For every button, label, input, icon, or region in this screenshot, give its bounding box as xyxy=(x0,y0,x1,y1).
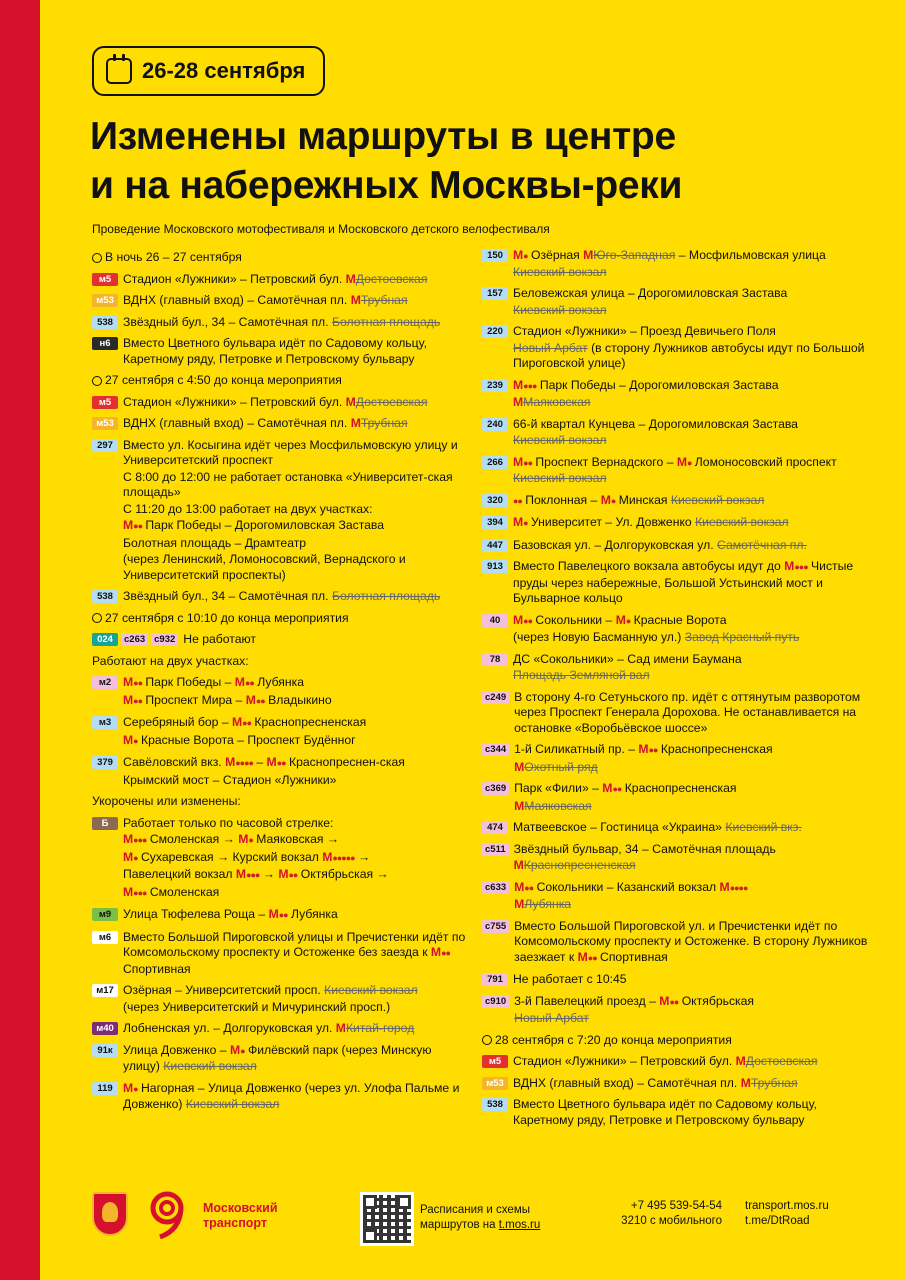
route-badge: 538 xyxy=(92,590,118,603)
metro-icon: М xyxy=(268,907,279,921)
metro-icon: М xyxy=(513,612,524,627)
tmos-link[interactable]: t.mos.ru xyxy=(498,1219,541,1231)
route-row: 538 Вместо Цветного бульвара идёт по Садовому кольцу, Каретному ряду, Петровке и Петровскому бульвару xyxy=(482,1097,877,1128)
metro-icon: М xyxy=(513,248,524,262)
website-link[interactable]: transport.mos.ru xyxy=(745,1200,829,1212)
red-side-bar xyxy=(0,0,40,1280)
metro-icon: М xyxy=(676,454,687,469)
route-badge: с263 xyxy=(121,633,148,646)
route-badge: 913 xyxy=(482,560,508,573)
metro-icon: М xyxy=(322,849,333,864)
route-badge: Б xyxy=(92,817,118,830)
metro-icon: М xyxy=(345,394,356,409)
page-title: Изменены маршруты в центре и на набережных Москвы-реки xyxy=(90,115,683,207)
metro-icon: М xyxy=(719,879,730,894)
right-column xyxy=(482,248,877,1134)
metro-icon: М xyxy=(430,945,442,959)
route-row: с755 Вместо Большой Пироговской ул. и Пречистенки идёт по Комсомольскому проспекту и Остоженке. В сторону Лужников заезжает к М●● Спортивная xyxy=(482,919,877,967)
route-badge: м17 xyxy=(92,984,118,997)
route-badge: 240 xyxy=(482,418,508,431)
route-badge: 239 xyxy=(482,379,508,392)
route-badge: с369 xyxy=(482,782,509,795)
section-header: Укорочены или изменены: xyxy=(92,794,241,808)
metro-icon: М xyxy=(278,867,289,881)
metro-icon: М xyxy=(513,377,524,392)
metro-icon: М xyxy=(123,675,134,689)
metro-icon: М xyxy=(123,1080,134,1095)
metro-icon: М xyxy=(234,675,245,689)
route-row: с369 Парк «Фили» – М●● Краснопресненская ММаяковская xyxy=(482,781,877,814)
route-row: 791 Не работает с 10:45 xyxy=(482,972,877,988)
route-badge: с511 xyxy=(482,843,509,856)
route-row: с633 М●● Сокольники – Казанский вокзал М●●●● МЛубянка xyxy=(482,880,877,913)
metro-icon: М xyxy=(514,759,525,774)
metro-icon: М xyxy=(123,832,134,846)
section-header: 27 сентября с 4:50 до конца мероприятия xyxy=(92,373,467,389)
route-row: н6 Вместо Цветного бульвара идёт по Садовому кольцу, Каретному ряду, Петровке и Петровскому бульвару xyxy=(92,336,467,367)
route-badge: м53 xyxy=(92,417,118,430)
route-badge: 266 xyxy=(482,456,508,469)
route-row: м6 Вместо Большой Пироговской улицы и Пречистенки идёт по Комсомольскому проспекту и Остоженке без заезда к М●● Спортивная xyxy=(92,930,467,978)
metro-icon: М xyxy=(238,832,249,846)
route-row: 474 Матвеевское – Гостиница «Украина» Киевский вкз. xyxy=(482,820,877,836)
route-row: 240 66-й квартал Кунцева – Дорогомиловская Застава Киевский вокзал xyxy=(482,417,877,449)
metro-icon: М xyxy=(123,732,134,747)
route-row: 320 ●● Поклонная – М● Минская Киевский вокзал xyxy=(482,493,877,510)
metro-icon: М xyxy=(245,692,256,707)
route-row: 119 М● Нагорная – Улица Довженко (через ул. Улофа Пальме и Довженко) Киевский вокзал xyxy=(92,1081,467,1113)
route-row: с344 1-й Силикатный пр. – М●● Краснопресненская МОхотный ряд xyxy=(482,742,877,775)
route-row: м17 Озёрная – Университетский просп. Киевский вокзал (через Университетский и Мичуринский просп.) xyxy=(92,983,467,1015)
metro-icon: М xyxy=(235,867,247,881)
route-badge: 024 xyxy=(92,633,118,646)
route-badge: 91к xyxy=(92,1044,118,1057)
metro-icon: М xyxy=(735,1054,746,1068)
metro-icon: М xyxy=(350,416,361,430)
metro-icon: М xyxy=(123,884,134,899)
route-row: м53 ВДНХ (главный вход) – Самотёчная пл. МТрубная xyxy=(482,1076,877,1092)
route-row: 379 Савёловский вкз. М●●●● – М●● Краснопреснен-ская Крымский мост – Стадион «Лужники» xyxy=(92,755,467,788)
route-row: с249 В сторону 4-го Сетуньского пр. идёт с оттянутым разворотом через Проспект Генерала Дорохова. Не останавливается на остановке «Воробьёвское шоссе» xyxy=(482,690,877,737)
route-row: с910 3-й Павелецкий проезд – М●● Октябрьская Новый Арбат xyxy=(482,994,877,1027)
route-badge: м9 xyxy=(92,908,118,921)
route-row: 913 Вместо Павелецкого вокзала автобусы идут до М●●● Чистые пруды через набережные, Большой Устьинский мост и Бульварное кольцо xyxy=(482,559,877,607)
route-badge: м2 xyxy=(92,676,118,689)
route-badge: 447 xyxy=(482,539,508,552)
route-badge: 320 xyxy=(482,494,508,507)
qr-code xyxy=(360,1192,414,1246)
clock-icon xyxy=(92,613,102,623)
section-header: 28 сентября с 7:20 до конца мероприятия xyxy=(482,1033,877,1049)
date-badge xyxy=(92,46,325,96)
route-row: 538 Звёздный бул., 34 – Самотёчная пл. Болотная площадь xyxy=(92,589,467,605)
metro-icon: М xyxy=(123,518,134,532)
route-badge: 220 xyxy=(482,325,508,338)
route-badge: м6 xyxy=(92,931,118,944)
route-row: м53 ВДНХ (главный вход) – Самотёчная пл. МТрубная xyxy=(92,416,467,432)
route-badge: с344 xyxy=(482,743,509,756)
route-badge: 538 xyxy=(482,1098,508,1111)
calendar-icon xyxy=(106,58,132,84)
section-header: 27 сентября с 10:10 до конца мероприятия xyxy=(92,611,467,627)
metro-icon: М xyxy=(266,755,277,769)
footer xyxy=(90,1188,880,1248)
metro-icon: М xyxy=(583,248,594,262)
metro-icon: М xyxy=(513,515,524,529)
route-badge: 474 xyxy=(482,821,508,834)
route-badge: с249 xyxy=(482,691,509,704)
route-row: 78 ДС «Сокольники» – Сад имени Баумана Площадь Земляной вал xyxy=(482,652,877,684)
clock-icon xyxy=(92,253,102,263)
route-badge: с755 xyxy=(482,920,509,933)
metro-icon: М xyxy=(740,1075,751,1090)
route-row: 150 М● Озёрная МЮго-Западная – Мосфильмовская улица Киевский вокзал xyxy=(482,248,877,280)
route-row: 266 М●● Проспект Вернадского – М● Ломоносовский проспект Киевский вокзал xyxy=(482,455,877,487)
left-column xyxy=(92,248,467,1119)
route-row: 40 М●● Сокольники – М● Красные Ворота (через Новую Басманную ул.) Завод Красный путь xyxy=(482,613,877,646)
route-badge: с932 xyxy=(151,633,178,646)
route-badge: 119 xyxy=(92,1082,118,1095)
date-label: 26-28 сентября xyxy=(142,58,306,83)
metro-icon: М xyxy=(514,798,525,813)
metro-icon: М xyxy=(600,492,611,507)
route-row: 91к Улица Довженко – М● Филёвский парк (через Минскую улицу) Киевский вокзал xyxy=(92,1043,467,1075)
route-badge: м5 xyxy=(92,273,118,286)
route-badge: с633 xyxy=(482,881,509,894)
route-row: м40 Лобненская ул. – Долгоруковская ул. МКитай-город xyxy=(92,1021,467,1037)
route-badge: с910 xyxy=(482,995,509,1008)
metro-icon: М xyxy=(659,993,670,1008)
route-badge: 297 xyxy=(92,439,118,452)
route-badge: м40 xyxy=(92,1022,118,1035)
route-row: 538 Звёздный бул., 34 – Самотёчная пл. Болотная площадь xyxy=(92,315,467,331)
route-row: 447 Базовская ул. – Долгоруковская ул. Самотёчная пл. xyxy=(482,538,877,554)
metro-icon: М xyxy=(514,879,525,894)
route-badge: 40 xyxy=(482,614,508,627)
route-badge: 78 xyxy=(482,653,508,666)
route-badge: 150 xyxy=(482,249,508,262)
route-row: 394 М● Университет – Ул. Довженко Киевский вокзал xyxy=(482,515,877,532)
phone-info: +7 495 539-54-54 3210 с мобильного xyxy=(621,1200,722,1227)
metro-icon: М xyxy=(335,1021,346,1035)
clock-icon xyxy=(92,376,102,386)
metro-icon: М xyxy=(615,612,626,627)
metro-icon: М xyxy=(345,271,356,286)
metro-icon: М xyxy=(602,781,613,795)
route-badge: 394 xyxy=(482,516,508,529)
route-row: м5 Стадион «Лужники» – Петровский бул. МДостоевская xyxy=(92,272,467,288)
route-row: м3 Серебряный бор – М●● Краснопресненская М● Красные Ворота – Проспект Будённог xyxy=(92,715,467,749)
route-badge: м3 xyxy=(92,716,118,729)
telegram-link[interactable]: t.me/DtRoad xyxy=(745,1215,810,1227)
metro-icon: М xyxy=(784,559,795,573)
route-row: м5 Стадион «Лужники» – Петровский бул. МДостоевская xyxy=(92,395,467,411)
metro-icon: М xyxy=(123,692,134,707)
route-row: 024 с263 с932 Не работают xyxy=(92,632,467,648)
metro-icon: М xyxy=(638,742,649,756)
metro-icon: М xyxy=(513,395,524,409)
section-header: В ночь 26 – 27 сентября xyxy=(92,250,467,266)
route-badge: 379 xyxy=(92,756,118,769)
route-badge: м5 xyxy=(92,396,118,409)
section-header: Работают на двух участках: xyxy=(92,653,249,668)
page-subtitle: Проведение Московского мотофестиваля и Московского детского велофестиваля xyxy=(92,222,550,236)
metro-icon: М xyxy=(514,897,525,911)
route-row: 220 Стадион «Лужники» – Проезд Девичьего Поля Новый Арбат (в сторону Лужников автобусы идут по Большой Пироговской улице) xyxy=(482,324,877,372)
route-badge: м5 xyxy=(482,1055,508,1068)
route-badge: 157 xyxy=(482,287,508,300)
metro-icon: М xyxy=(229,1042,241,1057)
metro-icon: М xyxy=(350,293,361,307)
route-row: Б Работает только по часовой стрелке: М●●● Смоленская → М● Маяковская → М● Сухаревская → Курский вокзал М●●●●● → Павелецкий вокзал М●●● → М●● Октябрьская → М●●● Смоленская xyxy=(92,816,467,902)
route-row: м5 Стадион «Лужники» – Петровский бул. МДостоевская xyxy=(482,1054,877,1070)
route-row: м9 Улица Тюфелева Роща – М●● Лубянка xyxy=(92,907,467,924)
route-row: 239 М●●● Парк Победы – Дорогомиловская Застава ММаяковская xyxy=(482,378,877,411)
brand-name: Московский транспорт xyxy=(203,1201,278,1230)
metro-icon: М xyxy=(577,949,588,964)
metro-icon: М xyxy=(513,454,524,469)
route-badge: н6 xyxy=(92,337,118,350)
metro-icon: М xyxy=(225,755,236,769)
route-row: м53 ВДНХ (главный вход) – Самотёчная пл. МТрубная xyxy=(92,293,467,309)
metro-icon: М xyxy=(513,858,524,872)
route-row: с511 Звёздный бульвар, 34 – Самотёчная площадь МКраснопресненская xyxy=(482,842,877,874)
metro-icon: М xyxy=(232,715,243,729)
route-badge: м53 xyxy=(482,1077,508,1090)
metro-icon: М xyxy=(123,849,134,864)
clock-icon xyxy=(482,1035,492,1045)
route-row: 157 Беловежская улица – Дорогомиловская Застава Киевский вокзал xyxy=(482,286,877,318)
route-badge: 791 xyxy=(482,973,508,986)
route-badge: 538 xyxy=(92,316,118,329)
web-links xyxy=(745,1199,829,1229)
schedules-info: Расписания и схемы маршрутов на t.mos.ru xyxy=(420,1204,541,1231)
route-row: м2 М●● Парк Победы – М●● Лубянка М●● Проспект Мира – М●● Владыкино xyxy=(92,675,467,709)
route-badge: м53 xyxy=(92,294,118,307)
route-row: 297 Вместо ул. Косыгина идёт через Мосфильмовскую улицу и Университетский проспект С 8:00 до 12:00 не работает остановка «Университет-ская площадь» С 11:20 до 13:00 работает на двух участках: М●● Парк Победы – Дорогомиловская Застава Болотная площадь – Драмтеатр (через Ленинский, Ломоносовский, Вернадского и Университетский проспекты) xyxy=(92,438,467,584)
moscow-coat-of-arms-icon xyxy=(92,1192,128,1236)
moscow-transport-logo-icon xyxy=(146,1190,188,1240)
